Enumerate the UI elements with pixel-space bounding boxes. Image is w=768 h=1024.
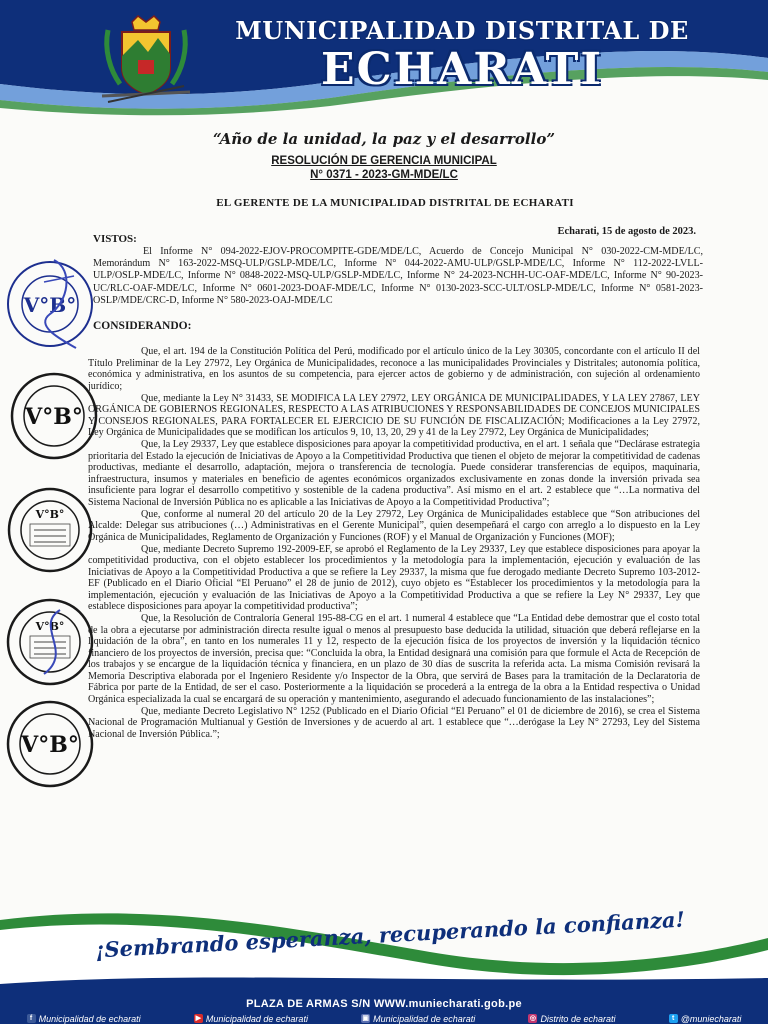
approval-seal-stamp xyxy=(4,592,100,692)
seal-vobo-text: V°B° xyxy=(25,404,83,430)
considerando-heading: CONSIDERANDO: xyxy=(93,320,192,332)
social-link-twitter[interactable] xyxy=(669,1014,742,1024)
social-link-facebook[interactable] xyxy=(27,1014,141,1024)
footer-slogan: ¡Sembrando esperanza, recuperando la confianza! xyxy=(94,906,686,963)
paragraph: Que, la Resolución de Contraloría General 195-88-CG en el art. 1 numeral 4 establece que “La Entidad debe demostrar que el costo total de la obra a ejecutarse por administración directa resulte igual o menos al presupuesto base deducida la utilidad, situación que deberá reflejarse en la liquidación de la obra”, en tanto en los numerales 11 y 12, respecto de la ejecución física de los proyectos de inversión y la liquidación técnico financiero de los proyectos de inversión, precisa que: “Concluida la obra, la Entidad designará una comisión para que formule el Acta de Recepción de los trabajos y se encargue de la liquidación técnica y financiera, en un plazo de 30 días de suscrita la referida acta. La misma Comisión revisará la Memoria Descriptiva elaborada por el Ingeniero Residente y/o Inspector de la Obra, que servirá de Bases para la tramitación de la Declaratoria de Fábrica por parte de la Entidad, de ser el caso. Posteriormente a la liquidación se procederá a la entrega de la obra a la Entidad respectiva o Unidad Orgánica especializada la cual se encargará de su operación y mantenimiento, asegurando el adecuado funcionamiento de las instalaciones”; xyxy=(88,613,700,705)
approval-seal-stamp xyxy=(4,484,96,576)
approval-seal-stamp xyxy=(6,368,102,464)
resolution-number: N° 0371 - 2023-GM-MDE/LC xyxy=(310,169,458,181)
resolution-title: RESOLUCIÓN DE GERENCIA MUNICIPAL xyxy=(271,155,497,167)
letterhead-header xyxy=(0,0,768,120)
social-label: Distrito de echarati xyxy=(540,1013,616,1024)
municipal-crest-icon xyxy=(98,10,194,110)
social-label: Municipalidad de echarati xyxy=(38,1013,141,1024)
social-links-bar xyxy=(0,1013,768,1024)
seal-vobo-text: V°B° xyxy=(23,293,77,317)
year-motto: “Año de la unidad, la paz y el desarrollo” xyxy=(213,130,555,148)
paragraph: Que, mediante la Ley N° 31433, SE MODIFICA LA LEY 27972, LEY ORGÁNICA DE MUNICIPALIDADES, Y LA LEY 27867, LEY ORGÁNICA DE GOBIERNOS REGIONALES, RESPECTO A LAS ATRIBUCIONES Y RESPONSABILIDADES DE CONCEJOS MUNICIPALES Y CONSEJOS REGIONALES, PARA FORTALECER EL EJERCICIO DE SU FUNCIÓN DE FISCALIZACIÓN; Modificaciones a la Ley 27972, Ley Orgánica de Municipalidades que se modifican los artículos 9, 10, 13, 20, 29 y 41 de la Ley 27972, Ley Orgánica de Municipalidades; xyxy=(88,392,700,438)
seal-vobo-text: V°B° xyxy=(35,620,65,633)
place-and-date: Echarati, 15 de agosto de 2023. xyxy=(557,226,696,237)
paragraph: Que, conforme al numeral 20 del artículo 20 de la Ley 27972, Ley Orgánica de Municipalidades establece que “Son atribuciones del Alcalde: Delegar sus atribuciones (…) Administrativas en el Gerente Municipal”, quien desempeñará el cargo con arreglo a lo dispuesto en la Ley Orgánica de Municipalidades, Reglamento de Organización y Funciones (ROF) y el Manual de Organización y Funciones (MOF); xyxy=(88,508,700,543)
social-link-youtube[interactable] xyxy=(194,1014,308,1024)
paragraph: Que, mediante Decreto Supremo 192-2009-EF, se aprobó el Reglamento de la Ley 29337, Ley que establece disposiciones para apoyar la competitividad productiva, con el objeto establecer los procedimientos y la metodología para la implementación, ejecución y evaluación de las Iniciativas de Apoyo a la Competitividad Productiva a que se refiere la Ley 29337, la misma que fue derogado mediante Decreto Supremo 103-2012-EF (Publicado en el Diario Oficial “El Peruano” el 28 de junio de 2012), cuyo objeto es “Establecer los procedimientos y la metodología para la implementación, ejecución y evaluación de las Iniciativas de Apoyo a la Competitividad Productiva a que se refiere la Ley N° 29337, Ley que establece disposiciones para apoyar la competitividad productiva”; xyxy=(88,543,700,612)
seal-vobo-text: V°B° xyxy=(21,732,79,758)
social-label: @muniecharati xyxy=(680,1013,742,1024)
seal-vobo-text: V°B° xyxy=(35,508,65,521)
considerando-body xyxy=(88,346,700,741)
paragraph: Que, la Ley 29337, Ley que establece disposiciones para apoyar la competitividad productiva, en el art. 1 señala que “Declárase estrategia prioritaria del Estado la ejecución de Iniciativas de Apoyo a la Competitividad Productiva que tienen el objeto de mejorar la competitividad de cadenas productivas, mediante el desarrollo, adaptación, mejora o transferencia de tecnología. Puede considerar transferencias de equipos, maquinaria, infraestructura, insumos y materiales en beneficio de agentes económicos organizados exclusivamente en zonas donde la inversión privada sea insuficiente para lograr el desarrollo competitivo y sostenible de la cadena productiva”. Así mismo en el art. 2 establece que “…La normativa del Sistema Nacional de Inversión Pública no es aplicable a las Iniciativas de Apoyo a la Competitividad Productiva”; xyxy=(88,439,700,508)
instagram-icon: ◎ xyxy=(529,1015,536,1022)
municipality-name-line1: MUNICIPALIDAD DISTRITAL DE xyxy=(235,16,689,45)
footer-address: PLAZA DE ARMAS S/N WWW.muniecharati.gob.pe xyxy=(246,998,522,1010)
paragraph: Que, el art. 194 de la Constitución Política del Perú, modificado por el artículo único de la Ley 30305, concordante con el artículo II del Título Preliminar de la Ley 27972, Ley Orgánica de Municipalidades, reconoce a las municipalidades Provinciales y Distritales; autonomía política, económica y administrativa, en los asuntos de su competencia, para ejercer actos de gobierno y de administración, con sujeción al ordenamiento jurídico; xyxy=(88,346,700,392)
issuer-heading: EL GERENTE DE LA MUNICIPALIDAD DISTRITAL DE ECHARATI xyxy=(216,197,574,209)
youtube-icon: ▶ xyxy=(195,1015,202,1022)
approval-seal-stamp xyxy=(2,696,98,792)
approval-seal-stamp xyxy=(4,252,100,362)
municipality-name-line2: ECHARATI xyxy=(321,44,603,95)
social-label: Municipalidad de echarati xyxy=(373,1013,476,1024)
social-label: Municipalidad de echarati xyxy=(205,1013,308,1024)
vistos-heading: VISTOS: xyxy=(93,233,137,245)
web-icon: ▣ xyxy=(362,1015,369,1022)
paragraph: Que, mediante Decreto Legislativo N° 1252 (Publicado en el Diario Oficial “El Peruano” el 01 de diciembre de 2016), se crea el Sistema Nacional de Programación Multianual y Gestión de Inversiones y de acuerdo al art. 1 establece que “…derógase la Ley N° 27293, Ley del Sistema Nacional de Inversión Pública.”; xyxy=(88,705,700,740)
facebook-icon: f xyxy=(27,1014,36,1023)
social-link-instagram[interactable] xyxy=(528,1014,615,1024)
vistos-text: El Informe N° 094-2022-EJOV-PROCOMPITE-GDE/MDE/LC, Acuerdo de Concejo Municipal N° 030-2022-CM-MDE/LC, Memorándum N° 163-2022-MSQ-ULP/GSLP-MDE/LC, Informe N° 044-2022-AMU-ULP/GSLP-MDE/LC, Informe N° 112-2022-LVLL-ULP/OSLP-MDE/LC, Informe N° 0848-2022-MSQ-ULP/GSLP-MDE/LC, Informe N° 24-2023-NCHH-UC-OAF-MDE/LC, Informe N° 90-2023-UC/RLC-OAF-MDE/LC, Informe N° 0601-2023-DOAF-MDE/LC, Informe N° 0130-2023-SCC-ULT/OSLP-MDE/LC, Informe N° 0581-2023-OSLP/MDE/CRC-D, Informe N° 580-2023-OAJ-MDE/LC xyxy=(93,246,703,306)
social-link-web[interactable] xyxy=(361,1014,475,1024)
twitter-icon: t xyxy=(669,1014,678,1023)
